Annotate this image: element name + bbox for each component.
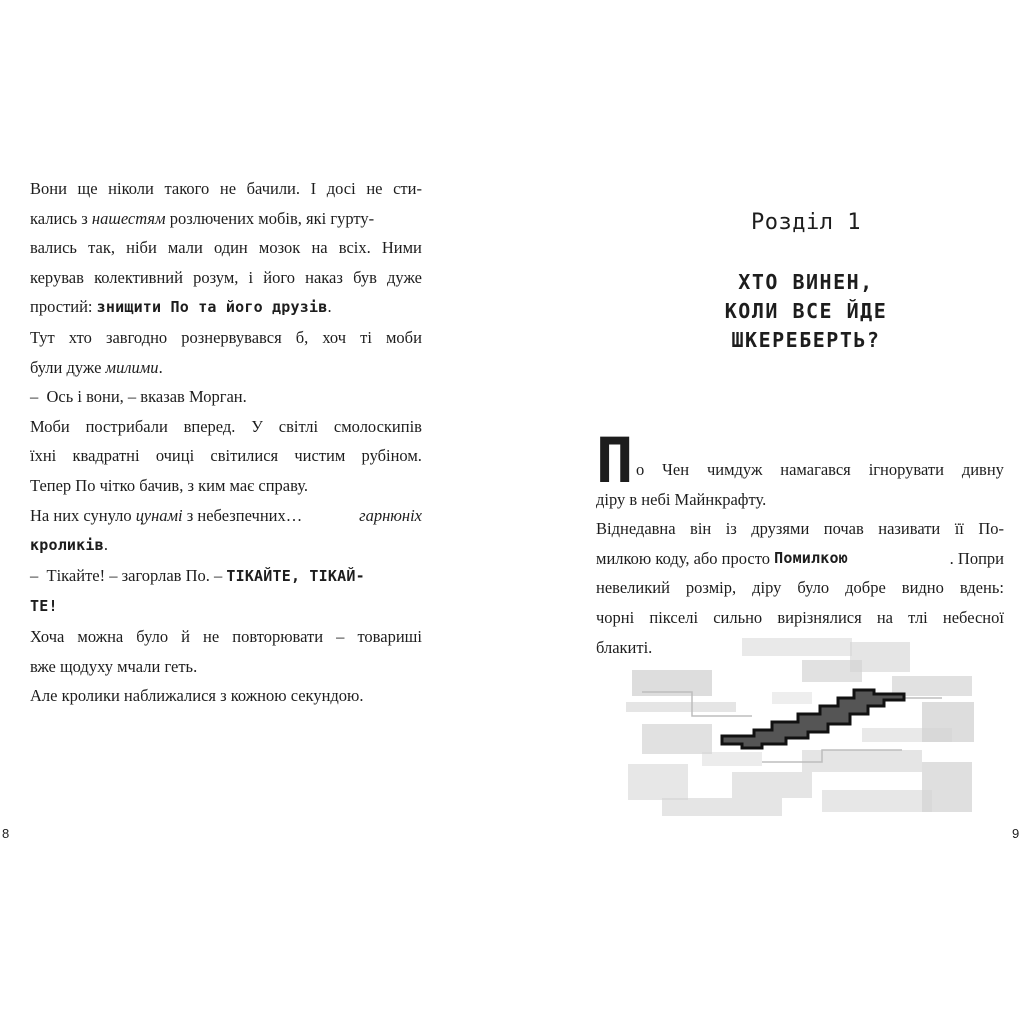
text-line: блакиті. — [596, 637, 653, 657]
text-span: кались з — [30, 208, 92, 228]
word: й — [181, 626, 190, 646]
pixel-crack-in-sky-icon — [622, 632, 982, 832]
text-line — [30, 530, 422, 561]
text-line: Але кролики наближалися з кожною секундою. — [30, 686, 364, 706]
chapter-title-line: ХТО ВИНЕН, — [738, 270, 874, 294]
text-line — [30, 204, 422, 234]
word: сти- — [393, 179, 422, 198]
word: ніколи — [108, 179, 154, 198]
text-span: – Тікайте! – загорлав По. – — [30, 565, 227, 585]
word: мозок — [258, 238, 301, 258]
word: мали — [167, 238, 203, 258]
word: на — [311, 238, 328, 258]
word: можна — [77, 626, 124, 646]
right-page — [512, 0, 1024, 1024]
text-span: На них сунуло — [30, 505, 136, 525]
word: дивну — [961, 460, 1004, 479]
word: так, — [88, 238, 115, 258]
word: наказ — [305, 267, 343, 287]
text-span: були дуже — [30, 357, 106, 377]
word: Хоча — [30, 626, 65, 646]
word: досі — [326, 179, 356, 198]
word: такого — [164, 179, 210, 198]
text-line — [30, 501, 422, 531]
text-line — [30, 591, 422, 622]
text-line — [596, 573, 1004, 603]
word: Чен — [662, 460, 690, 479]
word: чистим — [294, 446, 346, 466]
text-line — [596, 603, 1004, 633]
chapter-title-line: КОЛИ ВСЕ ЙДЕ — [724, 299, 888, 323]
word: розмір, — [685, 578, 737, 598]
word: очиці — [155, 446, 195, 466]
text-span: . — [158, 357, 163, 377]
word: намагався — [780, 460, 851, 479]
text-line — [30, 353, 422, 383]
page-number: 9 — [1012, 826, 1020, 841]
text-line: вже щодуху мчали геть. — [30, 656, 198, 676]
pixel-emphasis-text: Помилкою — [774, 548, 848, 567]
word: повторювати — [232, 626, 324, 646]
word: почав — [823, 519, 864, 539]
word: світилися — [210, 446, 279, 466]
word: його — [263, 267, 295, 287]
word: їхні — [30, 446, 57, 466]
text-line — [30, 233, 422, 263]
pixel-emphasis-text: кроликів — [30, 536, 104, 555]
word: смолоскипів — [333, 416, 422, 436]
word: вперед. — [183, 416, 236, 436]
text-line — [30, 622, 422, 652]
word: не — [203, 626, 220, 646]
word: її — [954, 519, 964, 539]
text-line — [30, 323, 422, 353]
word: ті — [360, 327, 372, 347]
word: – — [336, 626, 345, 646]
word: хто — [68, 327, 92, 347]
text-span: з небезпечних… — [182, 505, 307, 525]
text-span: розлючених мобів, які гурту- — [165, 208, 375, 228]
word: Віднедавна — [596, 519, 676, 539]
italic-text: гарнюніх — [359, 505, 422, 525]
word: пікселі — [649, 607, 699, 627]
word: вались — [30, 238, 77, 258]
italic-text: нашестям — [91, 208, 166, 228]
word: називати — [878, 519, 941, 539]
word: рознервувався — [181, 327, 282, 347]
word: дуже — [387, 267, 422, 287]
text-line: діру в небі Майнкрафту. — [596, 489, 767, 509]
text-span: милкою коду, або просто — [596, 548, 775, 568]
word: По- — [978, 519, 1004, 539]
text-line — [30, 292, 422, 323]
word: вирізнялися — [777, 607, 862, 627]
text-span: . — [103, 535, 108, 555]
word: і — [248, 267, 254, 287]
text-line — [596, 455, 1004, 485]
word: У — [251, 416, 263, 436]
word: ще — [77, 179, 98, 198]
word: було — [797, 578, 830, 598]
text-span: . Попри — [949, 548, 1004, 568]
word: хоч — [322, 327, 347, 347]
word: вдень: — [959, 578, 1004, 598]
text-line — [30, 263, 422, 293]
italic-text: милими — [105, 357, 159, 377]
word: товариші — [357, 626, 422, 646]
word: о — [636, 460, 645, 479]
text-line — [30, 412, 422, 442]
word: завгодно — [105, 327, 168, 347]
word: розум, — [193, 267, 239, 287]
word: І — [310, 179, 317, 198]
word: друзями — [751, 519, 810, 539]
text-span: простий: — [30, 297, 97, 317]
word: діру — [752, 578, 782, 598]
word: на — [876, 607, 893, 627]
word: рубіном. — [361, 446, 422, 466]
word: всіх. — [338, 238, 371, 258]
word: Моби — [30, 416, 70, 436]
word: колективний — [94, 267, 183, 287]
word: небесної — [942, 607, 1004, 627]
text-line: Тепер По чітко бачив, з ким має справу. — [30, 475, 309, 495]
word: тлі — [908, 607, 928, 627]
pixel-emphasis-text: ТІКАЙТЕ, ТІКАЙ- — [226, 566, 365, 585]
word: був — [353, 267, 377, 287]
word: ігнорувати — [868, 460, 944, 479]
page-number: 8 — [2, 826, 10, 841]
italic-text: цунамі — [135, 505, 183, 525]
chapter-title — [512, 268, 1024, 355]
word: Тут — [30, 327, 55, 347]
text-line — [596, 544, 1004, 574]
word: квадратні — [72, 446, 140, 466]
word: керував — [30, 267, 84, 287]
word: пострибали — [85, 416, 168, 436]
word: моби — [385, 327, 422, 347]
chapter-title-line: ШКЕРЕБЕРТЬ? — [731, 328, 881, 352]
word: ніби — [126, 238, 157, 258]
word: один — [213, 238, 248, 258]
word: було — [136, 626, 169, 646]
word: сильно — [713, 607, 763, 627]
word: видно — [901, 578, 944, 598]
word: невеликий — [596, 578, 670, 598]
text-line — [30, 441, 422, 471]
drop-cap: П — [596, 424, 634, 497]
word: він — [690, 519, 712, 539]
text-span: . — [327, 297, 332, 317]
word: не — [219, 179, 237, 198]
chapter-label: Розділ 1 — [751, 210, 861, 235]
text-line: – Ось і вони, – вказав Морган. — [30, 387, 247, 407]
text-line — [30, 174, 422, 204]
word: Вони — [30, 179, 67, 198]
pixel-emphasis-text: знищити По та його друзів — [96, 298, 328, 317]
text-line — [596, 514, 1004, 544]
left-page-text — [30, 174, 422, 711]
word: не — [366, 179, 383, 198]
word: б, — [295, 327, 309, 347]
text-line — [30, 561, 422, 592]
word: чимдуж — [706, 460, 763, 479]
word: бачили. — [246, 179, 301, 198]
word: чорні — [596, 607, 635, 627]
word: Ними — [381, 238, 422, 258]
pixel-emphasis-text: ТЕ! — [30, 597, 58, 616]
word: із — [725, 519, 737, 539]
word: світлі — [278, 416, 319, 436]
word: добре — [845, 578, 886, 598]
